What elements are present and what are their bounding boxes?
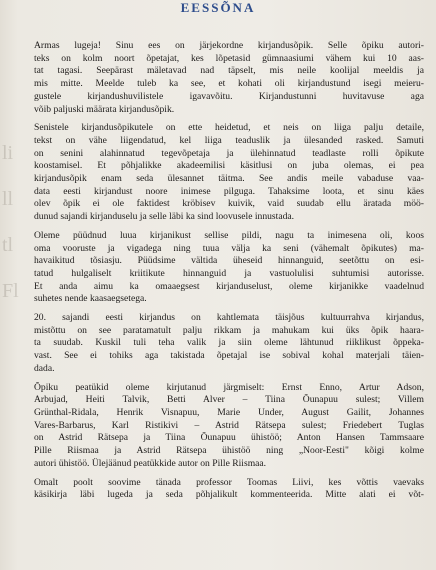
text-line: teks on kolm noort õpetajat, kes lõpetasid gümnaasiumi vähem kui 10 aas- [34, 52, 424, 64]
text-line: ta suudab. Kuskil tuli teha valik ja siin oleme lähtunud riiklikust õppeka- [34, 337, 424, 349]
ghost-letter: Fl [2, 280, 19, 302]
text-line: 20. sajandi eesti kirjandus on kahtlemata täisjõus kultuurrahva kirjandus, [34, 312, 424, 324]
text-line: olev õpik ei ole faktidest kröbisev kuivik, vaid suudab ellu äratada möö- [34, 198, 424, 210]
text-line: oma vooruste ja vigadega ning tuua välja ka seni (vähemalt õpikutes) ma- [34, 242, 424, 254]
paragraph-3 [34, 230, 424, 306]
text-line: tekst on vähe liigendatud, kel liiga teaduslik ja ülesanded rasked. Samuti [34, 134, 424, 146]
text-line: Pille Riismaa ja Astrid Rätsepa ühistöö ning „Noor-Eesti" kõigi kolme [34, 445, 424, 457]
text-line: on Astrid Rätsepa ja Tiina Õunapuu ühistöö; Anton Hansen Tammsaare [34, 432, 424, 444]
text-line: käsikirja läbi lugeda ja seda põhjalikult kommenteerida. Mitte alati ei võt- [34, 489, 424, 501]
text-line: Grünthal-Ridala, Henrik Visnapuu, Marie Under, August Gailit, Johannes [34, 406, 424, 418]
text-line: dada. [34, 362, 55, 374]
text-line: gustele kirjandushuvilistele igavavõitu. Kirjandustunni huvitavuse aga [34, 90, 424, 102]
text-line: Oleme püüdnud luua kirjanikust sellise pildi, nagu ta inimesena oli, koos [34, 229, 424, 241]
paragraph-1 [34, 40, 424, 116]
text-line: tat tagasi. Seepärast mäletavad nad täpselt, mis neile koolijal meeldis ja [34, 65, 424, 77]
bleed-through-text [2, 130, 19, 314]
text-line: data eesti kirjandust noore inimese pilguga. Tahaksime loota, et sinu käes [34, 185, 424, 197]
text-line: mistõttu on see paratamatult palju rikkam ja mahukam kui üks õpik haara- [34, 324, 424, 336]
paragraph-6 [34, 477, 424, 502]
page-heading: EESSÕNA [180, 0, 256, 15]
text-line: Vares-Barbarus, Karl Ristikivi – Astrid Rätsepa sulest; Friedebert Tuglas [34, 419, 424, 431]
text-line: Omalt poolt soovime tänada professor Toomas Liivi, kes võttis vaevaks [34, 476, 424, 488]
text-line: Õpiku peatükid oleme kirjutanud järgmiselt: Ernst Enno, Artur Adson, [34, 381, 424, 393]
ghost-letter: tl [2, 234, 14, 256]
text-line: Armas lugeja! Sinu ees on järjekordne kirjandusõpik. Selle õpiku autori- [34, 40, 424, 51]
text-line: Senistele kirjandusõpikutele on ette heidetud, et neis on liiga palju detaile, [34, 122, 424, 134]
text-line: on senini alahinnatud tegevõpetaja ja ülehinnatud teadlaste rolli õpikute [34, 147, 424, 159]
text-line: tatud hulgaliselt kriitikute hinnanguid ja vastuolulisi suhtumisi autorisse. [34, 267, 424, 279]
text-line: havaikitud tõsiasju. Püüdsime vältida üheseid hinnanguid, seetõttu on esi- [34, 255, 424, 267]
text-line: vast. See ei tohiks aga takistada õpetajal ise sobival kohal materjali täien- [34, 350, 424, 362]
ghost-letter: li [2, 142, 14, 164]
paragraph-2 [34, 122, 424, 224]
body-text [34, 40, 424, 508]
text-line: kirjandusõpik enam seda ülesannet täitma. See andis meile vabaduse vaa- [34, 173, 424, 185]
text-line: suhetes nende kaasaegsetega. [34, 293, 147, 305]
paragraph-5 [34, 382, 424, 471]
text-line: Arbujad, Heiti Talvik, Betti Alver – Tiina Õunapuu sulest; Villem [34, 394, 424, 406]
ghost-letter: ll [2, 188, 14, 210]
text-line: mis mitte. Meelde tuleb ka see, et kohati oli kirjandustund isegi meieru- [34, 78, 424, 90]
text-line: dunud sajandi kirjanduselu ja selle läbi ka sind loovusele innustada. [34, 211, 295, 223]
paragraph-4 [34, 312, 424, 376]
text-line: võib paljuski määrata kirjandusõpik. [34, 103, 175, 115]
text-line: autori ühistöö. Ülejäänud peatükkide autor on Pille Riismaa. [34, 457, 267, 469]
text-line: Et anda aimu ka omaaegsest kirjanduselust, oleme kirjanikke vaadelnud [34, 280, 424, 292]
text-line: koostamisel. Et põhjalikke akadeemilisi käsitlusi on juba olemas, ei pea [34, 160, 424, 172]
